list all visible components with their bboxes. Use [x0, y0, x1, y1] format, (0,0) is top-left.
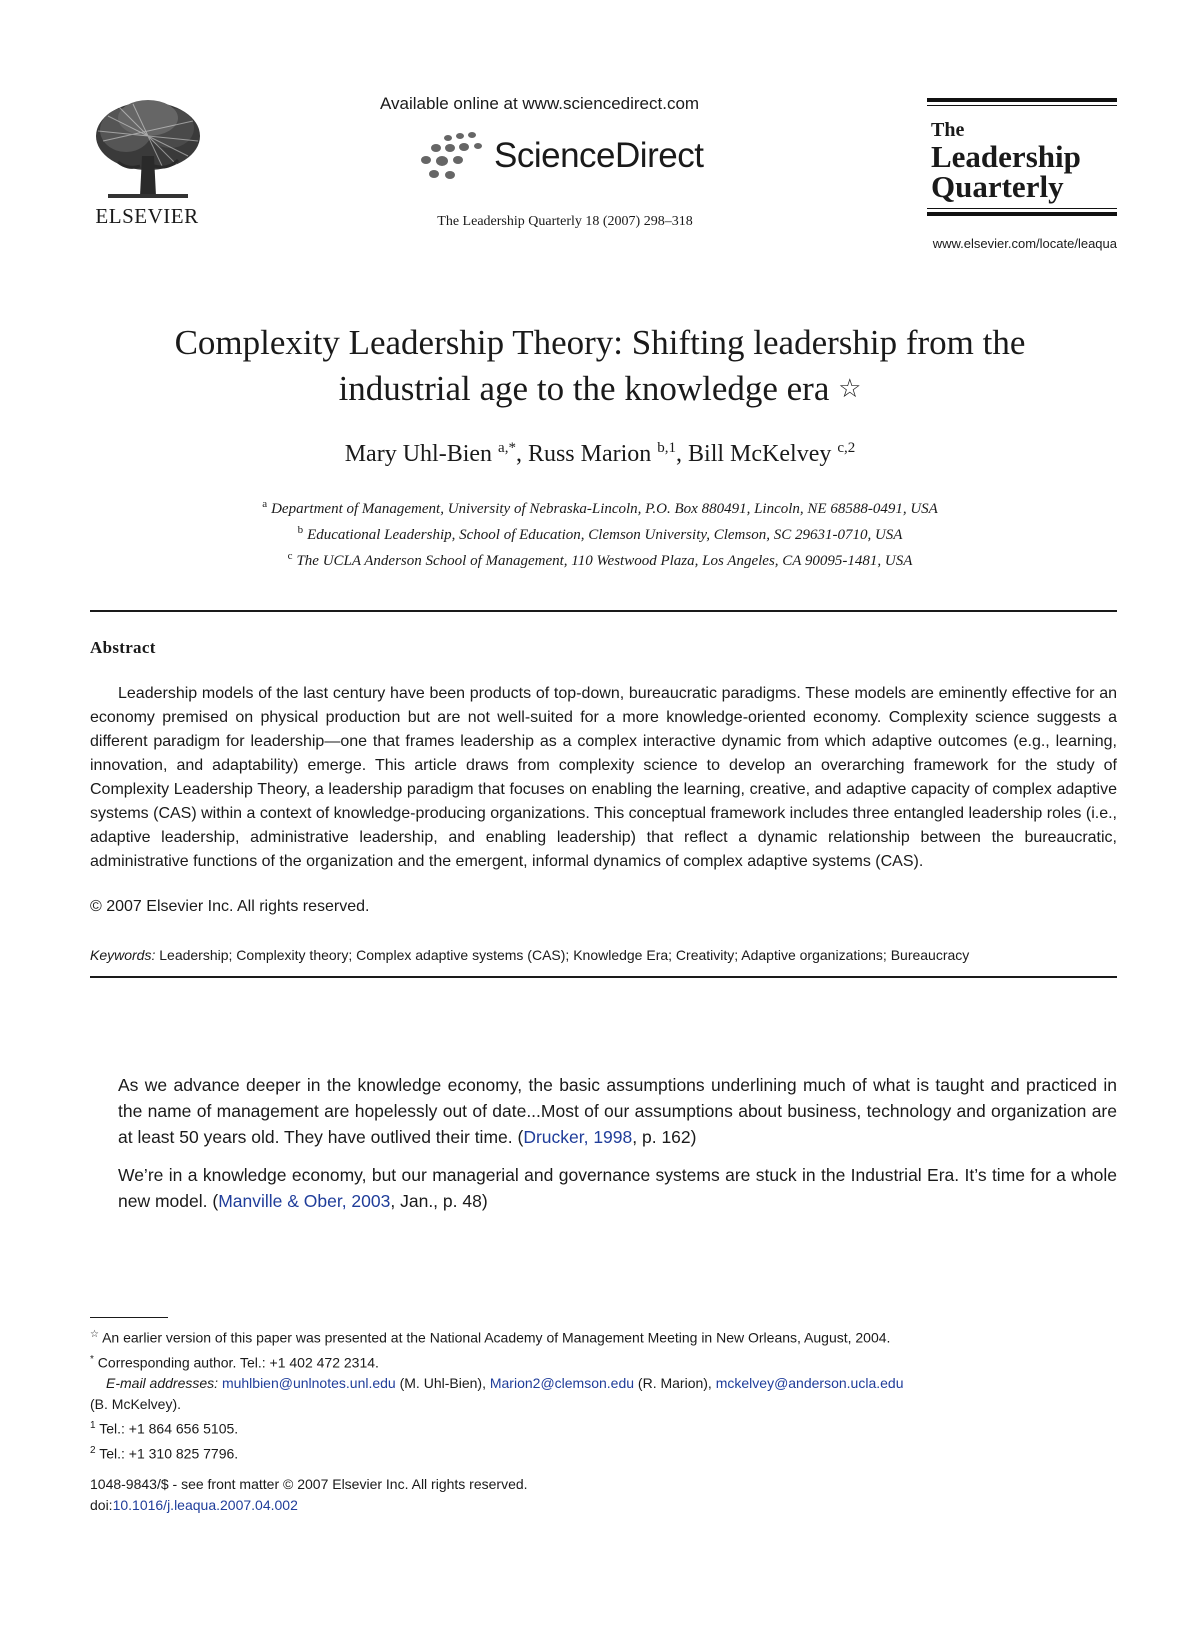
article-title-line2: industrial age to the knowledge era [338, 369, 830, 408]
journal-logo-quarterly: Quarterly [931, 169, 1064, 204]
author-name: Mary Uhl-Bien [344, 441, 493, 467]
email-link[interactable]: Marion2@clemson.edu [489, 1375, 635, 1392]
affiliation-mark: c [287, 550, 293, 562]
elsevier-logo [88, 96, 206, 231]
journal-logo-rule-bottom [927, 212, 1117, 216]
email-owner: (B. McKelvey). [90, 1396, 182, 1413]
title-footnote-star-icon[interactable]: ☆ [838, 374, 862, 403]
affiliation-mark: a [262, 498, 268, 510]
affiliation-item [100, 494, 1100, 520]
footnote-star-icon: ☆ [90, 1329, 99, 1340]
journal-logo-leadership: Leadership [931, 139, 1081, 174]
article-title [100, 320, 1100, 412]
footnote-text: Corresponding author. Tel.: +1 402 472 2314. [97, 1354, 379, 1371]
article-title-line1: Complexity Leadership Theory: Shifting leadership from the [174, 323, 1026, 362]
abstract-heading: Abstract [90, 638, 156, 657]
doi-line [90, 1495, 528, 1516]
quote-tail: , Jan., p. 48) [390, 1191, 488, 1211]
journal-logo-rule-top-thin [927, 105, 1117, 106]
publisher-name: ELSEVIER [95, 204, 199, 228]
footnote-star [90, 1324, 1117, 1349]
doi-link[interactable]: 10.1016/j.leaqua.2007.04.002 [112, 1497, 298, 1513]
email-link[interactable]: muhlbien@unlnotes.unl.edu [221, 1375, 396, 1392]
footnotes [90, 1324, 1117, 1465]
footnote-2 [90, 1440, 1117, 1465]
available-online-text: Available online at www.sciencedirect.com [380, 94, 700, 113]
author-name: Bill McKelvey [688, 441, 832, 467]
abstract-bottom-rule [90, 976, 1117, 978]
abstract-copyright: © 2007 Elsevier Inc. All rights reserved. [90, 898, 370, 915]
affiliation-item [100, 520, 1100, 546]
journal-logo-rule-bottom-thin [927, 208, 1117, 209]
affiliation-mark: b [297, 524, 304, 536]
journal-logo-title [931, 118, 1117, 202]
affiliation-text: Department of Management, University of Nebraska-Lincoln, P.O. Box 880491, Lincoln, NE 68588-0491, USA [271, 501, 938, 517]
front-matter [90, 1474, 528, 1516]
email-owner: (R. Marion), [637, 1375, 712, 1392]
footnote-text: An earlier version of this paper was presented at the National Academy of Management Meeting in New Orleans, August, 2004. [102, 1329, 891, 1346]
quote-text: We’re in a knowledge economy, but our managerial and governance systems are stuck in the Industrial Era. It’s time for a whole new model. ( [118, 1165, 1117, 1211]
footnote-email-cont [90, 1394, 1117, 1415]
doi-label: doi: [90, 1497, 113, 1513]
author-name: Russ Marion [527, 441, 652, 467]
affiliations [100, 494, 1100, 572]
affiliation-text: Educational Leadership, School of Education, Clemson University, Clemson, SC 29631-0710, USA [307, 527, 903, 543]
keywords-label: Keywords: [90, 947, 156, 963]
footnote-corresponding [90, 1349, 1117, 1374]
abstract-top-rule [90, 610, 1117, 612]
author-list: Mary Uhl-Bien $^{a,*}$, Russ Marion $^{b,1}$, Bill McKelvey $^{c,2}$ [344, 440, 856, 467]
author-affil-mark[interactable]: c,2 [837, 440, 856, 456]
affiliation-text: The UCLA Anderson School of Management, 110 Westwood Plaza, Los Angeles, CA 90095-1481, USA [296, 553, 913, 569]
affiliation-item [100, 546, 1100, 572]
email-label: E-mail addresses: [106, 1375, 219, 1392]
footnote-mark: 1 [90, 1420, 96, 1432]
journal-logo-the: The [931, 119, 965, 141]
sciencedirect-dots-icon [418, 130, 488, 185]
author-affil-mark[interactable]: b,1 [657, 440, 677, 456]
keywords [90, 947, 1117, 963]
journal-citation: The Leadership Quarterly 18 (2007) 298–318 [437, 214, 693, 229]
citation-link[interactable]: Manville & Ober, 2003 [218, 1191, 391, 1211]
issn-line: 1048-9843/$ - see front matter © 2007 Elsevier Inc. All rights reserved. [90, 1476, 528, 1492]
footnote-mark: * [90, 1353, 94, 1365]
abstract-body: Leadership models of the last century have been products of top-down, bureaucratic paradigms. These models are eminently effective for an economy premised on physical production but are not well-suited for a more knowledge-oriented economy. Complexity science suggests a different paradigm for leadership—one that frames leadership as a complex interactive dynamic from which adaptive outcomes (e.g., learning, innovation, and adaptability) emerge. This article draws from complexity science to develop an overarching framework for the study of Complexity Leadership Theory, a leadership paradigm that focuses on enabling the learning, creative, and adaptive capacity of complex adaptive systems (CAS) within a context of knowledge-producing organizations. This conceptual framework includes three entangled leadership roles (i.e., adaptive leadership, administrative leadership, and enabling leadership) that reflect a dynamic relationship between the bureaucratic, administrative functions of the organization and the emergent, informal dynamics of complex adaptive systems (CAS). [90, 685, 1117, 870]
elsevier-tree-icon [88, 96, 206, 202]
journal-logo [927, 98, 1117, 216]
citation-link[interactable]: Drucker, 1998 [523, 1127, 633, 1147]
footnote-1 [90, 1415, 1117, 1440]
email-link[interactable]: mckelvey@anderson.ucla.edu [715, 1375, 904, 1392]
journal-url[interactable]: www.elsevier.com/locate/leaqua [932, 236, 1117, 251]
keywords-list: Leadership; Complexity theory; Complex adaptive systems (CAS); Knowledge Era; Creativity; Adaptive organizations; Bureaucracy [159, 947, 970, 963]
quote-tail: , p. 162) [632, 1127, 697, 1147]
footnote-rule [90, 1317, 168, 1318]
email-owner: (M. Uhl-Bien), [399, 1375, 486, 1392]
footnote-emails [90, 1373, 1117, 1394]
epigraph-quote [118, 1162, 1117, 1214]
footnote-text: Tel.: +1 864 656 5105. [99, 1420, 239, 1437]
quote-text: As we advance deeper in the knowledge economy, the basic assumptions underlining much of what is taught and practiced in the name of management are hopelessly out of date...Most of our assumptions about business, technology and organization are at least 50 years old. They have outlived their time. ( [118, 1075, 1117, 1147]
sciencedirect-wordmark: ScienceDirect [494, 136, 704, 175]
footnote-mark: 2 [90, 1444, 96, 1456]
epigraph-quote [118, 1072, 1117, 1150]
footnote-text: Tel.: +1 310 825 7796. [99, 1445, 239, 1462]
author-affil-mark[interactable]: a,* [498, 440, 516, 456]
journal-logo-rule-top [927, 98, 1117, 102]
